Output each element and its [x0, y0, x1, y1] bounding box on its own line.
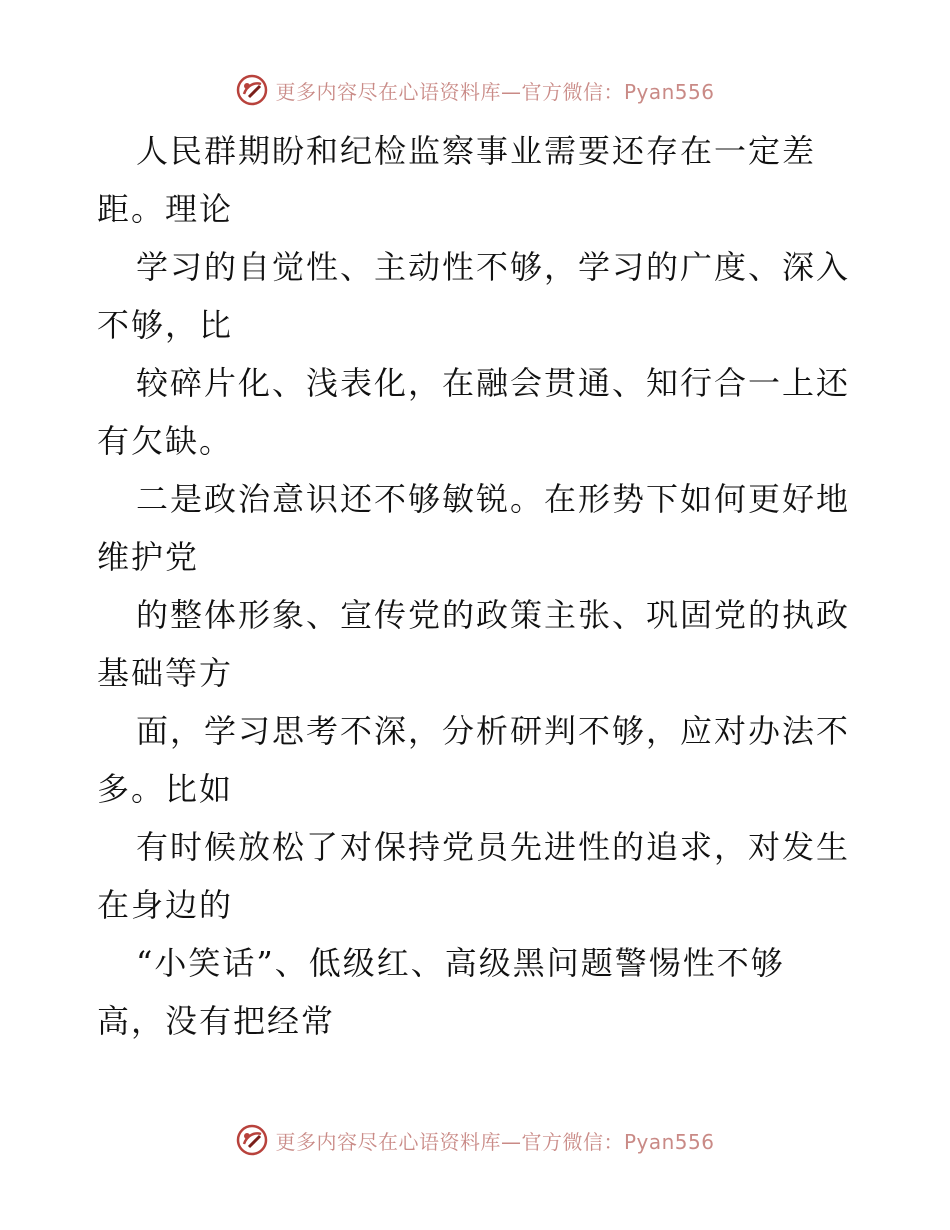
text-line: 不够，比: [97, 306, 234, 344]
pen-heart-logo-icon: [235, 1123, 269, 1157]
watermark-text: 更多内容尽在心语资料库—官方微信：Pyan556: [275, 79, 715, 104]
pen-heart-logo-icon: [235, 73, 269, 107]
text-line: 人民群期盼和纪检监察事业需要还存在一定差: [136, 132, 817, 170]
text-line: 有欠缺。: [97, 422, 234, 460]
text-line: 高，没有把经常: [97, 1002, 336, 1040]
header-watermark: [0, 70, 950, 110]
text-line: 距。理论: [97, 190, 234, 228]
text-line: 维护党: [97, 538, 200, 576]
watermark-text: 更多内容尽在心语资料库—官方微信：Pyan556: [275, 1129, 715, 1154]
text-line: 基础等方: [97, 654, 234, 692]
text-line: 二是政治意识还不够敏锐。在形势下如何更好地: [136, 480, 851, 518]
footer-watermark: [0, 1120, 950, 1160]
text-line: 多。比如: [97, 770, 234, 808]
document-body: [97, 122, 867, 1050]
text-line: 有时候放松了对保持党员先进性的追求，对发生: [136, 828, 851, 866]
text-line: 学习的自觉性、主动性不够，学习的广度、深入: [136, 248, 851, 286]
text-line: 面，学习思考不深，分析研判不够，应对办法不: [136, 712, 851, 750]
text-line: 在身边的: [97, 886, 234, 924]
text-line: “小笑话”、低级红、高级黑问题警惕性不够: [136, 944, 785, 982]
text-line: 较碎片化、浅表化，在融会贯通、知行合一上还: [136, 364, 851, 402]
text-line: 的整体形象、宣传党的政策主张、巩固党的执政: [136, 596, 851, 634]
